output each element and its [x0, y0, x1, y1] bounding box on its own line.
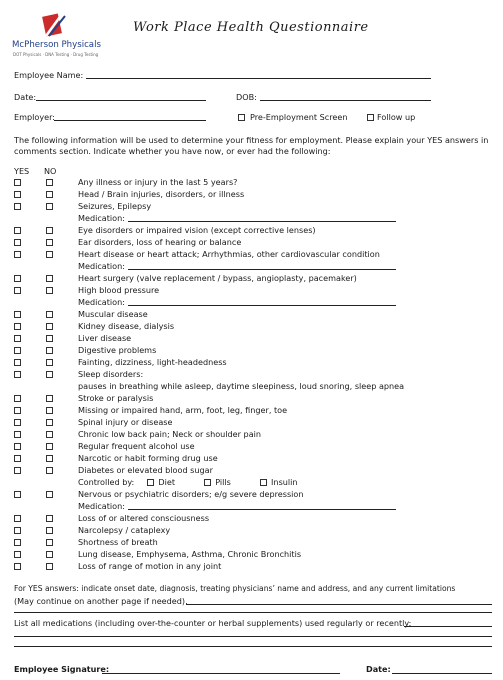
question-row: [0, 392, 503, 404]
question-row: [0, 416, 503, 428]
question-label: Shortness of breath: [78, 537, 158, 547]
question-row: [0, 188, 503, 200]
yes-checkbox[interactable]: [14, 491, 21, 498]
question-row: [0, 236, 503, 248]
medication-field[interactable]: [128, 269, 396, 270]
yes-answers-field[interactable]: [186, 604, 492, 605]
yes-checkbox[interactable]: [14, 287, 21, 294]
intro-line-2: comments section. Indicate whether you have now, or ever had the following:: [14, 146, 331, 156]
date-label: Date:: [14, 92, 37, 102]
question-label: Chronic low back pain; Neck or shoulder pain: [78, 429, 262, 439]
employee-name-label: Employee Name:: [14, 70, 84, 80]
diet-label: Diet: [158, 477, 176, 487]
no-checkbox[interactable]: [46, 443, 53, 450]
question-label: High blood pressure: [78, 285, 160, 295]
employer-label: Employer:: [14, 112, 56, 122]
no-checkbox[interactable]: [46, 395, 53, 402]
no-checkbox[interactable]: [46, 251, 53, 258]
signature-date-label: Date:: [366, 664, 391, 674]
no-checkbox[interactable]: [46, 431, 53, 438]
no-checkbox[interactable]: [46, 191, 53, 198]
question-row: [0, 536, 503, 548]
medication-field[interactable]: [128, 221, 396, 222]
question-row: [0, 404, 503, 416]
yes-checkbox[interactable]: [14, 431, 21, 438]
yes-checkbox[interactable]: [14, 527, 21, 534]
question-row: [0, 200, 503, 212]
question-label: Head / Brain injuries, disorders, or illness: [78, 189, 245, 199]
question-row: [0, 524, 503, 536]
medications-field-2[interactable]: [14, 636, 492, 637]
no-checkbox[interactable]: [46, 491, 53, 498]
medications-label: List all medications (including over-the-counter or herbal supplements) used regularly or recently:: [14, 618, 412, 628]
yes-checkbox[interactable]: [14, 179, 21, 186]
no-checkbox[interactable]: [46, 371, 53, 378]
no-checkbox[interactable]: [46, 323, 53, 330]
question-label: Liver disease: [78, 333, 132, 343]
follow-up-label: Follow up: [377, 112, 416, 122]
sleep-detail: pauses in breathing while asleep, daytime sleepiness, loud snoring, sleep apnea: [78, 381, 405, 391]
yes-checkbox[interactable]: [14, 275, 21, 282]
question-label: Lung disease, Emphysema, Asthma, Chronic Bronchitis: [78, 549, 302, 559]
question-label: Stroke or paralysis: [78, 393, 154, 403]
yes-checkbox[interactable]: [14, 335, 21, 342]
controlled-by-label: Controlled by:: [78, 477, 135, 487]
yes-checkbox[interactable]: [14, 395, 21, 402]
no-checkbox[interactable]: [46, 419, 53, 426]
question-label: Narcolepsy / cataplexy: [78, 525, 171, 535]
no-checkbox[interactable]: [46, 515, 53, 522]
question-row: [0, 272, 503, 284]
question-row: [0, 440, 503, 452]
yes-checkbox[interactable]: [14, 539, 21, 546]
medication-label: Medication:: [78, 213, 125, 223]
insulin-label: Insulin: [271, 477, 298, 487]
question-row: [0, 428, 503, 440]
question-label: Any illness or injury in the last 5 years?: [78, 177, 238, 187]
question-row: [0, 332, 503, 344]
question-label: Regular frequent alcohol use: [78, 441, 195, 451]
no-checkbox[interactable]: [46, 563, 53, 570]
question-label: Loss of or altered consciousness: [78, 513, 210, 523]
logo-mark-icon: [40, 12, 68, 38]
question-row: [0, 356, 503, 368]
question-label: Heart disease or heart attack; Arrhythmias, other cardiovascular condition: [78, 249, 380, 259]
question-label: Kidney disease, dialysis: [78, 321, 175, 331]
yes-column-header: YES: [14, 166, 30, 176]
question-row: [0, 320, 503, 332]
signature-date-field[interactable]: [392, 673, 492, 674]
yes-checkbox[interactable]: [14, 455, 21, 462]
medication-field[interactable]: [128, 305, 396, 306]
question-label: Ear disorders, loss of hearing or balance: [78, 237, 242, 247]
no-column-header: NO: [44, 166, 57, 176]
question-row: [0, 464, 503, 476]
no-checkbox[interactable]: [46, 287, 53, 294]
question-label: Narcotic or habit forming drug use: [78, 453, 218, 463]
yes-checkbox[interactable]: [14, 239, 21, 246]
question-row: [0, 512, 503, 524]
no-checkbox[interactable]: [46, 527, 53, 534]
question-row: [0, 224, 503, 236]
yes-checkbox[interactable]: [14, 563, 21, 570]
employee-name-field[interactable]: [86, 78, 431, 79]
pre-employment-checkbox[interactable]: [238, 114, 245, 121]
form-title: Work Place Health Questionnaire: [133, 20, 369, 35]
question-row: [0, 344, 503, 356]
no-checkbox[interactable]: [46, 179, 53, 186]
medication-label: Medication:: [78, 297, 125, 307]
no-checkbox[interactable]: [46, 551, 53, 558]
employee-signature-label: Employee Signature:: [14, 664, 110, 674]
question-row: [0, 548, 503, 560]
yes-checkbox[interactable]: [14, 467, 21, 474]
no-checkbox[interactable]: [46, 467, 53, 474]
question-row: [0, 488, 503, 500]
question-label: Seizures, Epilepsy: [78, 201, 152, 211]
dob-field[interactable]: [260, 100, 431, 101]
question-label: Heart surgery (valve replacement / bypass, angioplasty, pacemaker): [78, 273, 357, 283]
medication-label: Medication:: [78, 261, 125, 271]
company-tagline: DOT Physicals · DNA Testing · Drug Testing: [13, 52, 99, 57]
question-label: Missing or impaired hand, arm, foot, leg, finger, toe: [78, 405, 288, 415]
question-label: Eye disorders or impaired vision (except corrective lenses): [78, 225, 316, 235]
yes-checkbox[interactable]: [14, 419, 21, 426]
question-label: Spinal injury or disease: [78, 417, 173, 427]
question-row: [0, 248, 503, 260]
question-row: [0, 368, 503, 380]
no-checkbox[interactable]: [46, 335, 53, 342]
insulin-checkbox[interactable]: [260, 479, 267, 486]
yes-checkbox[interactable]: [14, 191, 21, 198]
yes-checkbox[interactable]: [14, 203, 21, 210]
yes-answers-field-2[interactable]: [14, 612, 492, 613]
yes-checkbox[interactable]: [14, 551, 21, 558]
pills-checkbox[interactable]: [204, 479, 211, 486]
yes-checkbox[interactable]: [14, 347, 21, 354]
question-label: Fainting, dizziness, light-headedness: [78, 357, 227, 367]
no-checkbox[interactable]: [46, 407, 53, 414]
medications-field-3[interactable]: [14, 646, 492, 647]
company-name: McPherson Physicals: [12, 40, 101, 50]
dob-label: DOB:: [236, 92, 257, 102]
follow-up-checkbox[interactable]: [367, 114, 374, 121]
question-row: [0, 452, 503, 464]
no-checkbox[interactable]: [46, 227, 53, 234]
diet-checkbox[interactable]: [147, 479, 154, 486]
yes-answers-continue: (May continue on another page if needed).: [14, 596, 188, 606]
yes-checkbox[interactable]: [14, 515, 21, 522]
no-checkbox[interactable]: [46, 311, 53, 318]
question-row: [0, 560, 503, 572]
medication-field[interactable]: [128, 509, 396, 510]
question-row: [0, 176, 503, 188]
yes-checkbox[interactable]: [14, 311, 21, 318]
employer-field[interactable]: [54, 120, 206, 121]
yes-checkbox[interactable]: [14, 227, 21, 234]
no-checkbox[interactable]: [46, 203, 53, 210]
pre-employment-label: Pre-Employment Screen: [250, 112, 348, 122]
yes-checkbox[interactable]: [14, 407, 21, 414]
date-field[interactable]: [36, 100, 206, 101]
question-label: Nervous or psychiatric disorders; e/g severe depression: [78, 489, 304, 499]
question-row: [0, 308, 503, 320]
medications-field[interactable]: [404, 626, 492, 627]
no-checkbox[interactable]: [46, 275, 53, 282]
yes-checkbox[interactable]: [14, 251, 21, 258]
no-checkbox[interactable]: [46, 239, 53, 246]
question-label: Diabetes or elevated blood sugar: [78, 465, 213, 475]
yes-checkbox[interactable]: [14, 323, 21, 330]
intro-line-1: The following information will be used to determine your fitness for employment. Please explain your YES answers in: [14, 135, 489, 145]
yes-checkbox[interactable]: [14, 371, 21, 378]
medication-label: Medication:: [78, 501, 125, 511]
no-checkbox[interactable]: [46, 539, 53, 546]
no-checkbox[interactable]: [46, 359, 53, 366]
question-label: Digestive problems: [78, 345, 157, 355]
yes-checkbox[interactable]: [14, 443, 21, 450]
company-logo: [12, 12, 104, 62]
no-checkbox[interactable]: [46, 347, 53, 354]
question-label: Muscular disease: [78, 309, 148, 319]
question-row: [0, 284, 503, 296]
question-label: Sleep disorders:: [78, 369, 144, 379]
employee-signature-field[interactable]: [102, 673, 340, 674]
pills-label: Pills: [215, 477, 231, 487]
yes-checkbox[interactable]: [14, 359, 21, 366]
no-checkbox[interactable]: [46, 455, 53, 462]
question-label: Loss of range of motion in any joint: [78, 561, 222, 571]
yes-answers-instructions: For YES answers: indicate onset date, diagnosis, treating physicians’ name and address, and any current limitations: [14, 584, 456, 593]
